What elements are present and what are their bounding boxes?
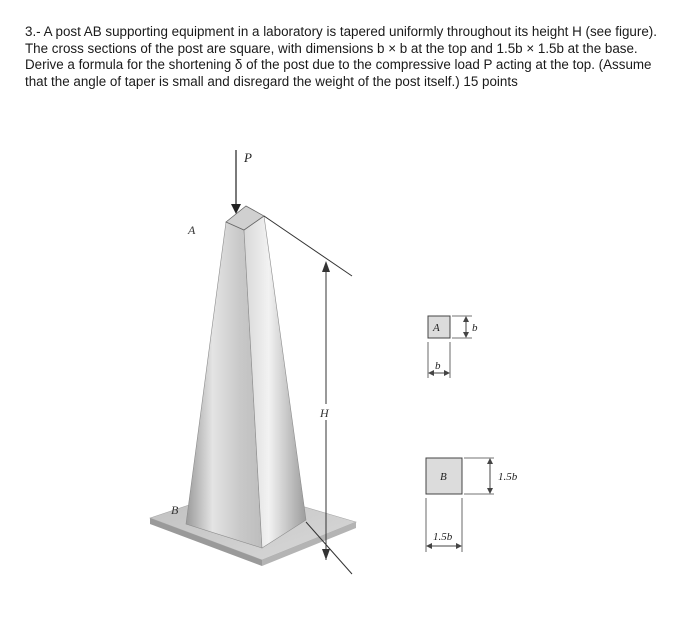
load-label: P xyxy=(244,150,252,165)
top-section-label: A xyxy=(433,322,440,334)
top-cross-section xyxy=(428,316,478,378)
height-arrow-bottom xyxy=(322,549,330,560)
base-section-label: B xyxy=(440,471,447,483)
problem-statement: 3.- A post AB supporting equipment in a laboratory is tapered uniformly throughout its height H (see figure). The cross sections of the post are square, with dimensions b × b at the top and 1.5b × 1.5b at the base. Derive a formula for the shortening δ of the post due to the compressive load P acting at the top. (Assume that the angle of taper is small and disregard the weight of the post itself.) 15 points xyxy=(25,24,657,89)
base-section-bottom-dim: 1.5b xyxy=(433,531,453,543)
height-arrow-top xyxy=(322,261,330,272)
top-section-bottom-dim: b xyxy=(435,360,441,372)
top-point-label: A xyxy=(188,223,196,237)
base-point-label: B xyxy=(171,503,179,517)
top-section-side-dim: b xyxy=(472,322,478,334)
height-label: H xyxy=(320,406,329,420)
base-cross-section xyxy=(426,458,518,552)
height-ext-top xyxy=(264,216,352,276)
base-section-side-dim: 1.5b xyxy=(498,471,518,483)
